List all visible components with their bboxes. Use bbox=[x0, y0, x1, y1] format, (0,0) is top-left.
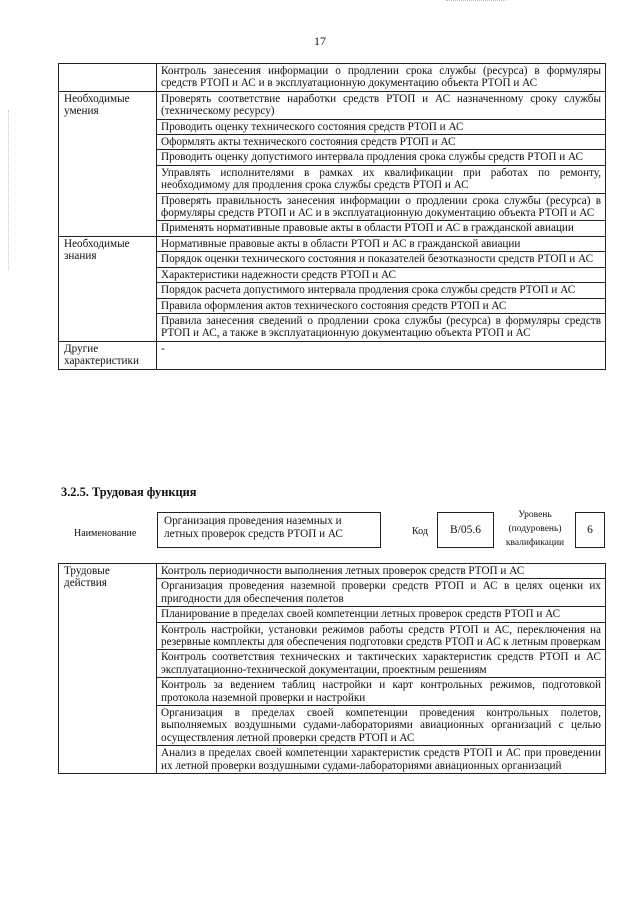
scan-edge-mark bbox=[446, 0, 506, 1]
code-label: Код bbox=[412, 526, 428, 537]
row-item: Контроль занесения информации о продлении срока службы (ресурса) в формуляры средств РТОП и АС и в эксплуатационную документацию объекта РТОП и АС bbox=[157, 64, 606, 92]
row-item: Правила оформления актов технического состояния средств РТОП и АС bbox=[157, 298, 606, 313]
function-name-value: Организация проведения наземных и летных проверок средств РТОП и АС bbox=[157, 512, 381, 548]
labor-actions-table bbox=[58, 563, 606, 774]
qualification-level-label: Уровень (подуровень) квалификации bbox=[505, 510, 565, 548]
row-item: Организация в пределах своей компетенции проведения контрольных полетов, выполняемых воздушными судами-лабораториями авиационных организаций с целью осуществления летной проверки средств РТОП и АС bbox=[157, 706, 606, 746]
table-row bbox=[59, 564, 606, 579]
table-row bbox=[59, 341, 606, 369]
row-item: Контроль соответствия технических и тактических характеристик средств РТОП и АС эксплуатационно-технической документации, проектным решениям bbox=[157, 650, 606, 678]
row-item: Контроль настройки, установки режимов работы средств РТОП и АС, переключения на резервные комплекты для обеспечения подготовки средств РТОП и АС к летным проверкам bbox=[157, 622, 606, 650]
row-item: Планирование в пределах своей компетенции летных проверок средств РТОП и АС bbox=[157, 607, 606, 622]
row-item: Анализ в пределах своей компетенции характеристик средств РТОП и АС при проведении их летной проверки воздушными судами-лабораториями авиационных организаций bbox=[157, 746, 606, 774]
code-value: B/05.6 bbox=[437, 512, 494, 548]
requirements-table bbox=[58, 63, 606, 370]
row-item: Контроль периодичности выполнения летных проверок средств РТОП и АС bbox=[157, 564, 606, 579]
row-item: Управлять исполнителями в рамках их квалификации при работах по ремонту, необходимому для продления срока службы средств РТОП и АС bbox=[157, 165, 606, 193]
row-item: Применять нормативные правовые акты в области РТОП и АС в гражданской авиации bbox=[157, 221, 606, 236]
row-item: Проводить оценку технического состояния средств РТОП и АС bbox=[157, 119, 606, 134]
row-item: Проверять правильность занесения информации о продлении срока службы (ресурса) в формуляры средств РТОП и АС и в эксплуатационную документацию объекта РТОП и АС bbox=[157, 193, 606, 221]
qualification-level-value: 6 bbox=[575, 512, 605, 548]
table-row bbox=[59, 91, 606, 119]
row-label: Необходимые умения bbox=[59, 91, 157, 236]
row-item: - bbox=[157, 341, 606, 369]
row-label: Необходимые знания bbox=[59, 236, 157, 341]
row-item: Проводить оценку допустимого интервала продления срока службы средств РТОП и АС bbox=[157, 150, 606, 165]
row-item: Нормативные правовые акты в области РТОП и АС в гражданской авиации bbox=[157, 236, 606, 251]
function-name-label: Наименование bbox=[74, 528, 137, 539]
row-label: Другие характеристики bbox=[59, 341, 157, 369]
row-label bbox=[59, 64, 157, 92]
row-label: Трудовые действия bbox=[59, 564, 157, 774]
scan-edge-mark bbox=[8, 110, 9, 270]
row-item: Проверять соответствие наработки средств РТОП и АС назначенному сроку службы (техническому ресурсу) bbox=[157, 91, 606, 119]
section-heading: 3.2.5. Трудовая функция bbox=[61, 485, 197, 499]
table-row bbox=[59, 64, 606, 92]
row-item: Организация проведения наземной проверки средств РТОП и АС в целях оценки их пригодности для обеспечения полетов bbox=[157, 579, 606, 607]
row-item: Характеристики надежности средств РТОП и АС bbox=[157, 267, 606, 282]
row-item: Оформлять акты технического состояния средств РТОП и АС bbox=[157, 135, 606, 150]
table-row bbox=[59, 236, 606, 251]
page-number: 17 bbox=[314, 34, 326, 48]
row-item: Контроль за ведением таблиц настройки и карт контрольных режимов, подготовкой протокола наземной проверки и настройки bbox=[157, 678, 606, 706]
row-item: Порядок оценки технического состояния и показателей безотказности средств РТОП и АС bbox=[157, 252, 606, 267]
row-item: Правила занесения сведений о продлении срока службы (ресурса) в формуляры средств РТОП и АС, а также в эксплуатационную документацию объекта РТОП и АС bbox=[157, 313, 606, 341]
row-item: Порядок расчета допустимого интервала продления срока службы средств РТОП и АС bbox=[157, 283, 606, 298]
